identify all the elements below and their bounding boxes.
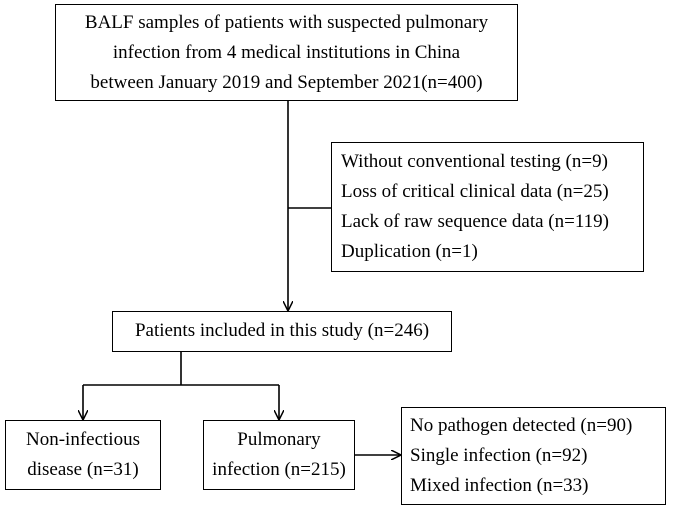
non-infectious-line: disease (n=31) xyxy=(27,459,139,480)
exclusion-item: Lack of raw sequence data (n=119) xyxy=(341,211,609,232)
exclusion-box xyxy=(331,142,644,272)
exclusion-item: Loss of critical clinical data (n=25) xyxy=(341,181,609,202)
exclusion-item: Without conventional testing (n=9) xyxy=(341,151,608,172)
included-box xyxy=(112,311,452,352)
source-line: BALF samples of patients with suspected pulmonary xyxy=(84,12,489,33)
outcomes-box xyxy=(401,407,666,505)
non-infectious-box xyxy=(5,420,161,490)
outcome-item: Single infection (n=92) xyxy=(410,445,588,466)
source-box xyxy=(55,4,518,101)
pulmonary-line: infection (n=215) xyxy=(212,459,346,480)
source-line: between January 2019 and September 2021(n=400) xyxy=(90,72,483,93)
pulmonary-box xyxy=(203,420,355,490)
outcome-item: Mixed infection (n=33) xyxy=(410,475,589,496)
outcome-item: No pathogen detected (n=90) xyxy=(410,415,633,436)
exclusion-item: Duplication (n=1) xyxy=(341,241,478,262)
pulmonary-line: Pulmonary xyxy=(237,429,321,450)
source-line: infection from 4 medical institutions in China xyxy=(112,42,461,63)
included-line: Patients included in this study (n=246) xyxy=(134,320,430,341)
non-infectious-line: Non-infectious xyxy=(26,429,140,450)
